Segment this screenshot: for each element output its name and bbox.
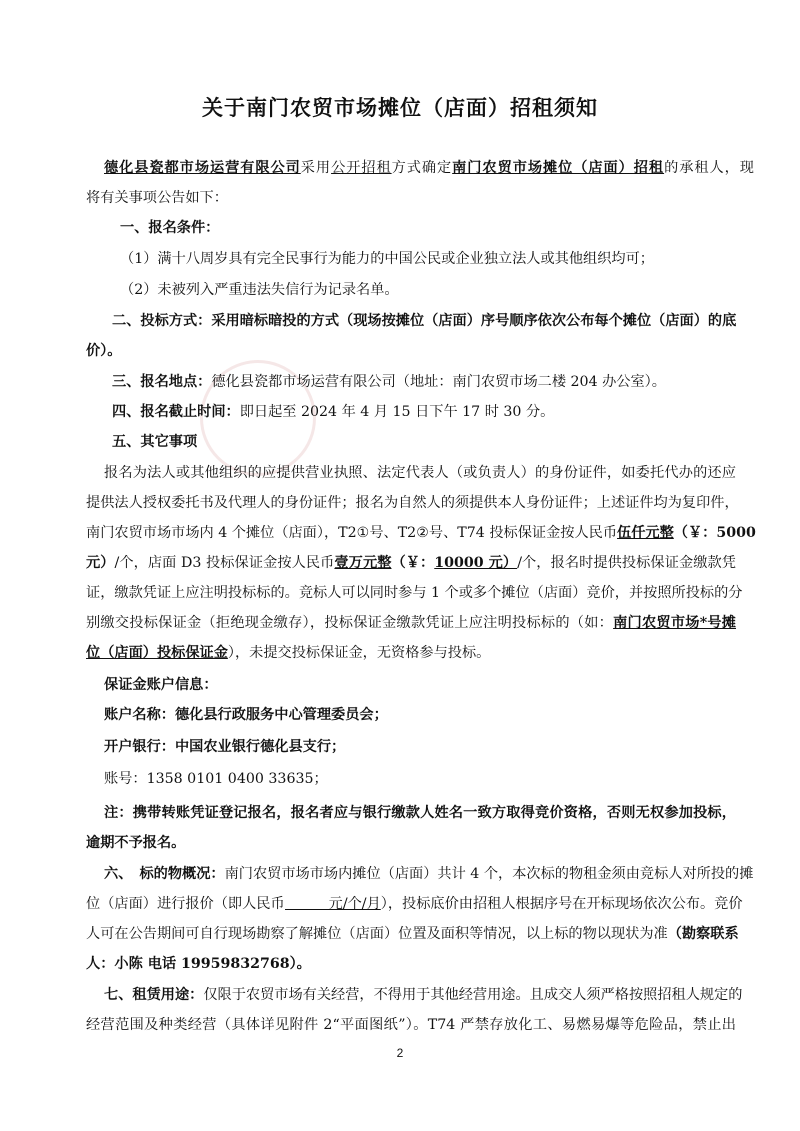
- section-6-line-3: [86, 924, 739, 944]
- company-name: 德化县瓷都市场运营有限公司: [104, 160, 301, 176]
- intro-text: 方式确定: [391, 160, 453, 176]
- section-7-heading: 七、租赁用途：: [104, 987, 204, 1003]
- intro-line-1: [104, 158, 754, 178]
- section-6-text: 位（店面）进行报价（即人民币: [86, 896, 285, 912]
- section-5-line-4: [86, 553, 736, 573]
- section-5-line-2: 提供法人授权委托书及代理人的身份证件；报名为自然人的须提供本人身份证件；上述证件均为复印件，: [86, 495, 739, 511]
- condition-1: （1）满十八周岁具有完全民事行为能力的中国公民或企业独立法人或其他组织均可；: [120, 251, 654, 267]
- deposit-text: 南门农贸市场市场内 4 个摊位（店面），T2①号、T2②号、T74 投标保证金按人民币: [86, 525, 618, 541]
- deposit-text: 别缴交投标保证金（拒绝现金缴存），投标保证金缴款凭证上应注明投标标的（如：: [86, 615, 614, 631]
- section-5-line-7: [86, 643, 736, 663]
- account-name: 账户名称：德化县行政服务中心管理委员会；: [104, 707, 388, 723]
- page-number: 2: [396, 1046, 404, 1060]
- section-6-text: 人可在公告期间可自行现场勘察了解摊位（店面）位置及面积等情况，以上标的物以现状为准: [86, 926, 668, 942]
- deposit-amount-figure-2: 10000 元）: [434, 555, 518, 571]
- account-bank: 开户银行：中国农业银行德化县支行；: [104, 739, 346, 755]
- section-5-line-6: [86, 613, 736, 633]
- survey-contact: （勘察联系: [667, 926, 739, 942]
- section-7-text: 仅限于农贸市场有关经营，不得用于其他经营用途。且成交人须严格按照招租人规定的: [203, 987, 743, 1003]
- section-4: [112, 402, 762, 422]
- document-title: 关于南门农贸市场摊位（店面）招租须知: [202, 95, 598, 120]
- deposit-amount-prefix: （￥：: [391, 555, 435, 571]
- intro-text: 的承租人，现: [664, 160, 754, 176]
- section-5-heading: 五、其它事项: [112, 434, 198, 450]
- account-heading: 保证金账户信息：: [104, 677, 218, 693]
- section-2-line-2: 价）。: [86, 343, 122, 359]
- deposit-amount-words: 伍仟元整: [617, 525, 674, 541]
- price-unit: 元/个/月: [328, 896, 381, 912]
- section-2-line-1: 二、投标方式：采用暗标暗投的方式（现场按摊位（店面）序号顺序依次公布每个摊位（店面）的底: [112, 313, 737, 329]
- section-3: [112, 372, 762, 392]
- account-number: 账号：1358 0101 0400 33635；: [104, 771, 328, 787]
- section-4-text: 即日起至 2024 年 4 月 15 日下午 17 时 30 分。: [239, 404, 555, 420]
- note-line-1: 注：携带转账凭证登记报名，报名者应与银行缴款人姓名一致方取得竞价资格，否则无权参加投标，: [104, 805, 736, 821]
- section-7-line-1: [104, 985, 743, 1005]
- section-4-heading: 四、报名截止时间：: [112, 404, 240, 420]
- deposit-text: /个，报名时提供投标保证金缴款凭: [517, 555, 736, 571]
- price-blank: [285, 895, 329, 910]
- condition-2: （2）未被列入严重违法失信行为记录名单。: [120, 282, 399, 298]
- deposit-amount-figure: （￥：5000: [673, 525, 756, 541]
- section-6-text: ），投标底价由招租人根据序号在开标现场依次公布。竞价: [380, 896, 743, 912]
- section-1-heading: 一、报名条件：: [120, 220, 220, 236]
- section-6-line-2: [86, 894, 743, 914]
- section-6-heading: 六、 标的物概况：: [104, 866, 225, 882]
- section-6-text: 南门农贸市场市场内摊位（店面）共计 4 个，本次标的物租金须由竞标人对所投的摊: [224, 866, 754, 882]
- section-3-text: 德化县瓷都市场运营有限公司（地址：南门农贸市场二楼 204 办公室）。: [211, 374, 666, 390]
- intro-line-2: 将有关事项公告如下：: [86, 190, 228, 206]
- deposit-text: ），未提交投标保证金，无资格参与投标。: [227, 645, 491, 661]
- intro-text: 采用: [300, 160, 332, 176]
- section-7-line-2: 经营范围及种类经营（具体详见附件 2“平面图纸”）。T74 严禁存放化工、易燃易爆等危险品，禁止出: [86, 1017, 736, 1033]
- section-6-line-4: 人：小陈 电话 19959832768）。: [86, 956, 311, 972]
- tender-method: 公开招租: [331, 160, 392, 176]
- deposit-label-example: 位（店面）投标保证金: [86, 645, 228, 661]
- deposit-label-example: 南门农贸市场*号摊: [613, 615, 736, 631]
- section-5-line-3: [86, 523, 756, 543]
- section-3-heading: 三、报名地点：: [112, 374, 212, 390]
- deposit-unit: 元）: [86, 555, 115, 571]
- note-line-2: 逾期不予报名。: [86, 835, 186, 851]
- project-name: 南门农贸市场摊位（店面）招租: [452, 160, 665, 176]
- deposit-text: /个，店面 D3 投标保证金按人民币: [114, 555, 335, 571]
- section-6-line-1: [104, 864, 754, 884]
- section-5-line-5: 证，缴款凭证上应注明投标标的。竞标人可以同时参与 1 个或多个摊位（店面）竞价，并按照所投标的分: [86, 585, 743, 601]
- section-5-line-1: 报名为法人或其他组织的应提供营业执照、法定代表人（或负责人）的身份证件，如委托代办的还应: [104, 465, 736, 481]
- deposit-amount-words-2: 壹万元整: [334, 555, 392, 571]
